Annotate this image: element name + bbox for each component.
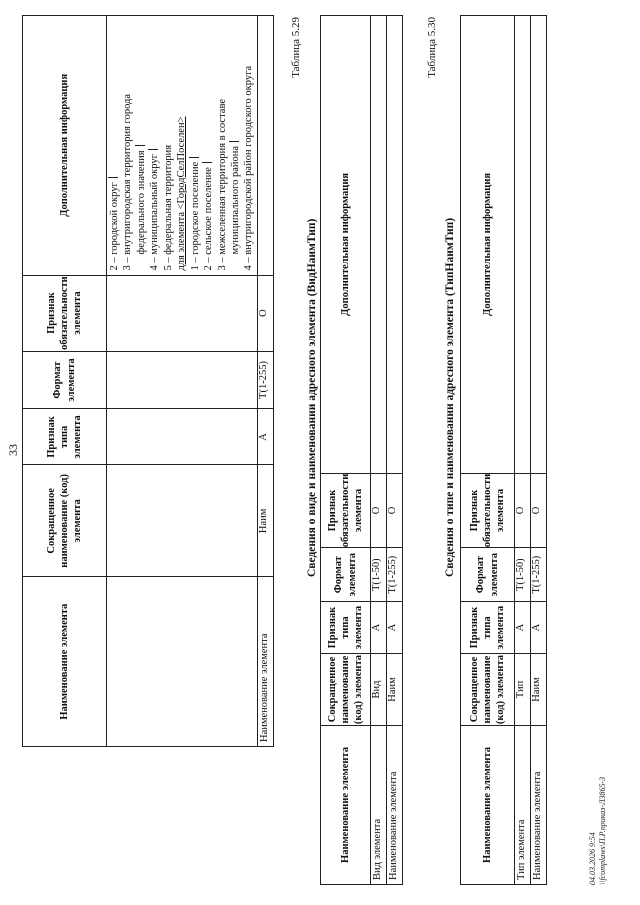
table-row: Тип элемента Тип А T(1-50) О — [515, 16, 531, 885]
page-number: 33 — [6, 444, 20, 456]
table-caption-5-29: Сведения о виде и наименовании адресного элемента (ВидНаимТип) — [306, 218, 318, 577]
table-row: Вид элемента Вид А T(1-50) О — [371, 16, 387, 885]
table-label-5-29: Таблица 5.29 — [290, 17, 302, 78]
header-type: Признак типа элемента — [23, 409, 107, 465]
header-short: Сокращенное наименование (код) элемента — [23, 465, 107, 577]
header-required: Признак обязательности элемента — [23, 275, 107, 351]
table-continuation — [22, 15, 274, 747]
table-row: Наименование элемента Наим А T(1-255) О — [257, 16, 273, 747]
table-row: Наименование элемента Наим А T(1-255) О — [531, 16, 547, 885]
header-format: Формат элемента — [23, 351, 107, 409]
table-5-29: Наименование элемента Сокращенное наименование (код) элемента Признак типа элемента Формат элемента Признак обязательности элемента Дополнительная информация Вид элемента Вид А T(1-50) О Наименование элемента Наим А T(1-255) О — [320, 15, 403, 885]
header-name: Наименование элемента — [23, 577, 107, 747]
header-extra: Дополнительная информация — [23, 16, 107, 276]
extra-info-cell: 2 – городской округ 3 – внутригородская территория города федерального значения 4 – муниципальный округ 5 – федеральная территория для элемента <ГородСелПоселен> 1 – городское поселение 2 – сельское поселение 3 – межселенная территория в составе муниципального района 4 – внутригородской район городского округа — [107, 16, 258, 276]
print-stamp: 04.03.2026 9:54 \\fcomplaws\П.Р.приказ-ЛЗ865-3 — [588, 776, 607, 885]
table-label-5-30: Таблица 5.30 — [426, 17, 438, 78]
table-5-30: Наименование элемента Сокращенное наименование (код) элемента Признак типа элемента Формат элемента Признак обязательности элемента Дополнительная информация Тип элемента Тип А T(1-50) О Наименование элемента Наим А T(1-255) О — [460, 15, 547, 885]
table-row: Наименование элемента Наим А T(1-255) О — [387, 16, 403, 885]
table-caption-5-30: Сведения о типе и наименовании адресного элемента (ТипНаимТип) — [444, 217, 456, 577]
